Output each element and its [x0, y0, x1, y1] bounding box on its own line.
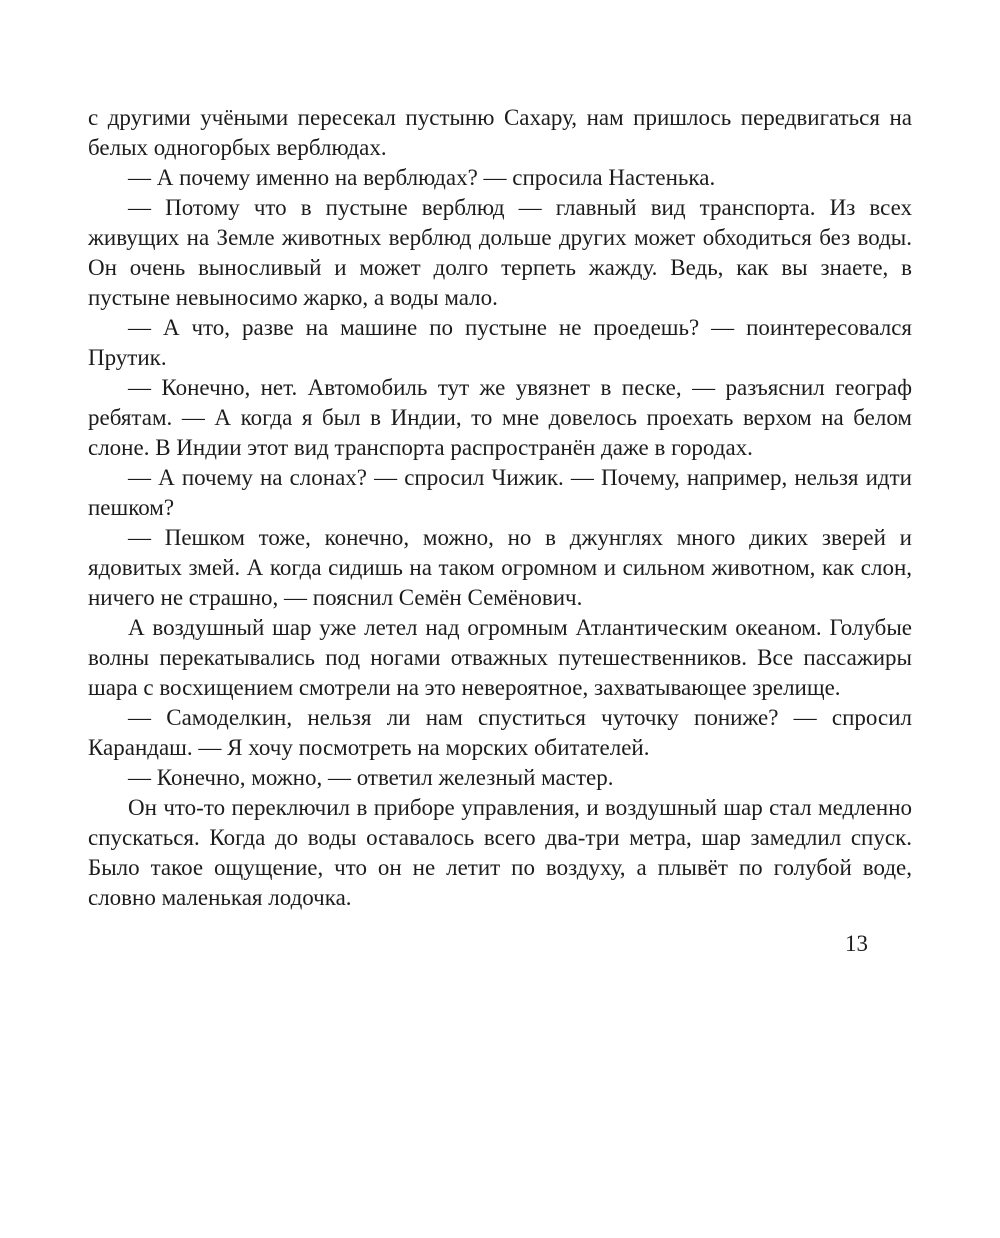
- page-number: 13: [845, 931, 868, 956]
- paragraph: — Конечно, можно, — ответил железный мастер.: [128, 765, 614, 790]
- paragraph: — А почему на слонах? — спросил Чижик. — Почему, например, нельзя идти пешком?: [88, 465, 912, 520]
- paragraph: — Конечно, нет. Автомобиль тут же увязнет в песке, — разъяснил географ ребятам. — А когда я был в Индии, то мне довелось проехать верхом на белом слоне. В Индии этот вид транспорта распространён даже в городах.: [88, 375, 912, 460]
- paragraph: — Самоделкин, нельзя ли нам спуститься чуточку пониже? — спросил Карандаш. — Я хочу посмотреть на морских обитателей.: [88, 705, 912, 760]
- paragraph: — Потому что в пустыне верблюд — главный вид транспорта. Из всех живущих на Земле животных верблюд дольше других может обходиться без воды. Он очень выносливый и может долго терпеть жажду. Ведь, как вы знаете, в пустыне невыносимо жарко, а воды мало.: [88, 195, 912, 310]
- paragraph: с другими учёными пересекал пустыню Сахару, нам пришлось передвигаться на белых одногорбых верблюдах.: [88, 105, 912, 160]
- paragraph: А воздушный шар уже летел над огромным Атлантическим океаном. Голубые волны перекатывались под ногами отважных путешественников. Все пассажиры шара с восхищением смотрели на это невероятное, захватывающее зрелище.: [88, 615, 912, 700]
- paragraph: Он что-то переключил в приборе управления, и воздушный шар стал медленно спускаться. Когда до воды оставалось всего два-три метра, шар замедлил спуск. Было такое ощущение, что он не летит по воздуху, а плывёт по голубой воде, словно маленькая лодочка.: [88, 795, 912, 910]
- paragraph: — Пешком тоже, конечно, можно, но в джунглях много диких зверей и ядовитых змей. А когда сидишь на таком огромном и сильном животном, как слон, ничего не страшно, — пояснил Семён Семёнович.: [88, 525, 912, 610]
- paragraph: — А что, разве на машине по пустыне не проедешь? — поинтересовался Прутик.: [88, 315, 912, 370]
- paragraph: — А почему именно на верблюдах? — спросила Настенька.: [128, 165, 716, 190]
